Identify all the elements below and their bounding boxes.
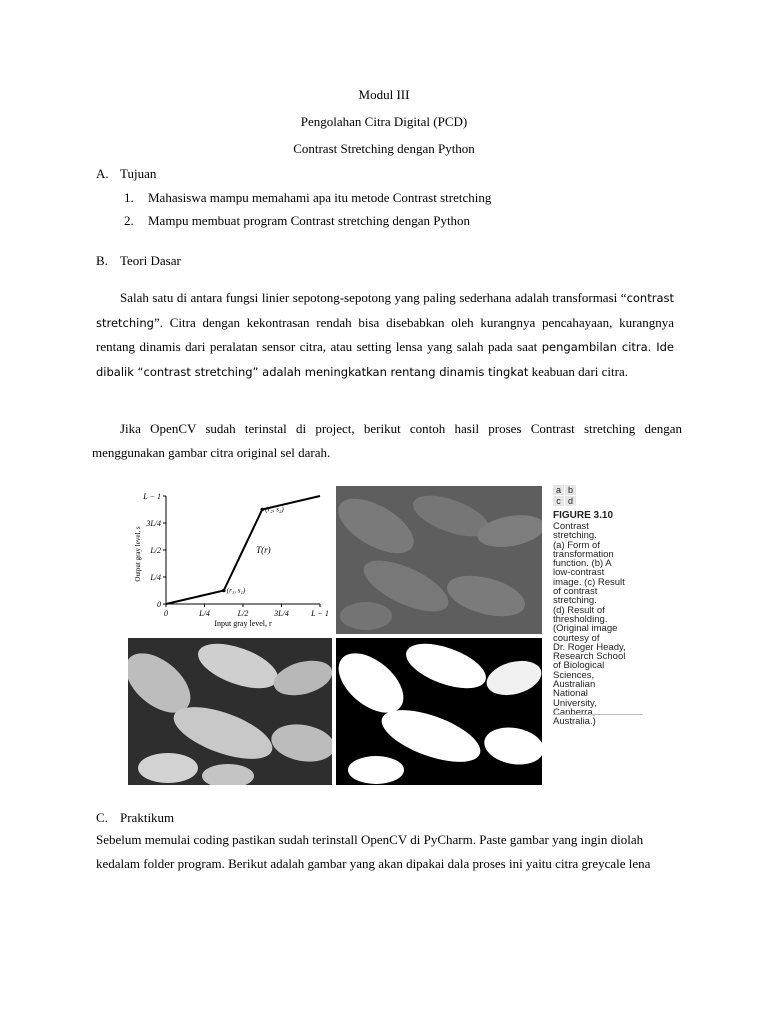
practice-paragraph — [96, 828, 666, 875]
breakpoint-marker — [222, 589, 226, 593]
threshold-image — [336, 638, 542, 785]
theory-term: contrast stretching — [96, 291, 674, 330]
y-tick-label: 0 — [157, 600, 161, 609]
x-tick-label: L/4 — [199, 609, 210, 618]
section-a-title: Tujuan — [120, 166, 157, 181]
x-tick-label: L − 1 — [311, 609, 329, 618]
y-tick-label: L/4 — [150, 573, 161, 582]
list-item: Mahasiswa mampu memahami apa itu metode Contrast stretching — [148, 190, 492, 205]
figure-caption — [553, 485, 649, 727]
panel-letter: d — [565, 496, 576, 506]
theory-text: Salah satu di antara fungsi linier sepotong-sepotong yang paling sederhana adalah transformasi “ — [120, 290, 627, 305]
list-item-number: 1. — [124, 190, 134, 205]
opencv-text: Jika OpenCV sudah terinstal di project, berikut contoh hasil proses Contrast stretching dengan menggunakan gambar citra original sel darah. — [92, 421, 682, 460]
theory-text: keabuan dari citra. — [528, 363, 628, 379]
section-b-marker: B. — [96, 253, 108, 268]
panel-letter: c — [553, 496, 564, 506]
figure-caption-text: Contrast stretching. (a) Form of transformation function. (b) A low-contrast image. (c) Result of contrast stretching. (d) Result of thresholding. (Original image courtesy of Dr. Roger Heady, Research School of Biological Sciences, Australian National University, Canberra, Australia.) — [553, 521, 626, 728]
section-a-marker: A. — [96, 166, 109, 181]
section-c-marker: C. — [96, 810, 108, 825]
panel-letters — [553, 485, 576, 506]
point1-label: (r₁, s₁) — [226, 586, 246, 595]
low-contrast-image — [336, 486, 542, 634]
list-item: Mampu membuat program Contrast stretching dengan Python — [148, 213, 471, 228]
y-tick-label: L/2 — [150, 546, 161, 555]
theory-text: ”. Citra dengan kekontrasan rendah bisa disebabkan oleh kurangnya pencahayaan, kurangnya rentang dinamis dari peralatan sensor citra, atau setting lensa yang salah pada saat — [96, 314, 674, 354]
y-tick-label: L − 1 — [143, 492, 161, 501]
y-tick-label: 3L/4 — [146, 519, 161, 528]
section-c-title: Praktikum — [120, 810, 175, 825]
module-title: Modul III — [358, 87, 410, 102]
practice-text: Sebelum memulai coding pastikan sudah terinstall OpenCV di PyCharm. Paste gambar yang ingin diolah kedalam folder program. Berikut adalah gambar yang akan dipakai dala proses ini yaitu citra greycale lena — [96, 832, 651, 871]
x-axis-label: Input gray level, r — [214, 619, 272, 628]
opencv-paragraph — [92, 417, 682, 464]
caption-rule — [553, 714, 643, 715]
section-b-title: Teori Dasar — [120, 253, 181, 268]
panel-letter: b — [565, 485, 576, 495]
y-axis-label: Output gray level, s — [134, 526, 142, 582]
panel-letter: a — [553, 485, 564, 495]
theory-text-sans: pengambilan citra. Ide dibalik “contrast stretching” adalah meningkatkan rentang dinamis tingkat — [96, 340, 674, 379]
x-tick-label: L/2 — [237, 609, 249, 618]
transformation-plot — [124, 480, 332, 632]
course-title: Pengolahan Citra Digital (PCD) — [300, 114, 468, 129]
point2-label: (r₂, s₂) — [265, 505, 284, 514]
x-tick-label: 3L/4 — [274, 609, 289, 618]
figure-title: FIGURE 3.10 — [553, 510, 614, 521]
list-item-number: 2. — [124, 213, 134, 228]
theory-paragraph — [96, 286, 674, 384]
stretched-image — [128, 638, 332, 785]
topic-title: Contrast Stretching dengan Python — [293, 141, 475, 156]
x-tick-label: 0 — [164, 609, 168, 618]
breakpoint-marker — [260, 508, 264, 512]
curve-label: T(r) — [256, 545, 271, 555]
